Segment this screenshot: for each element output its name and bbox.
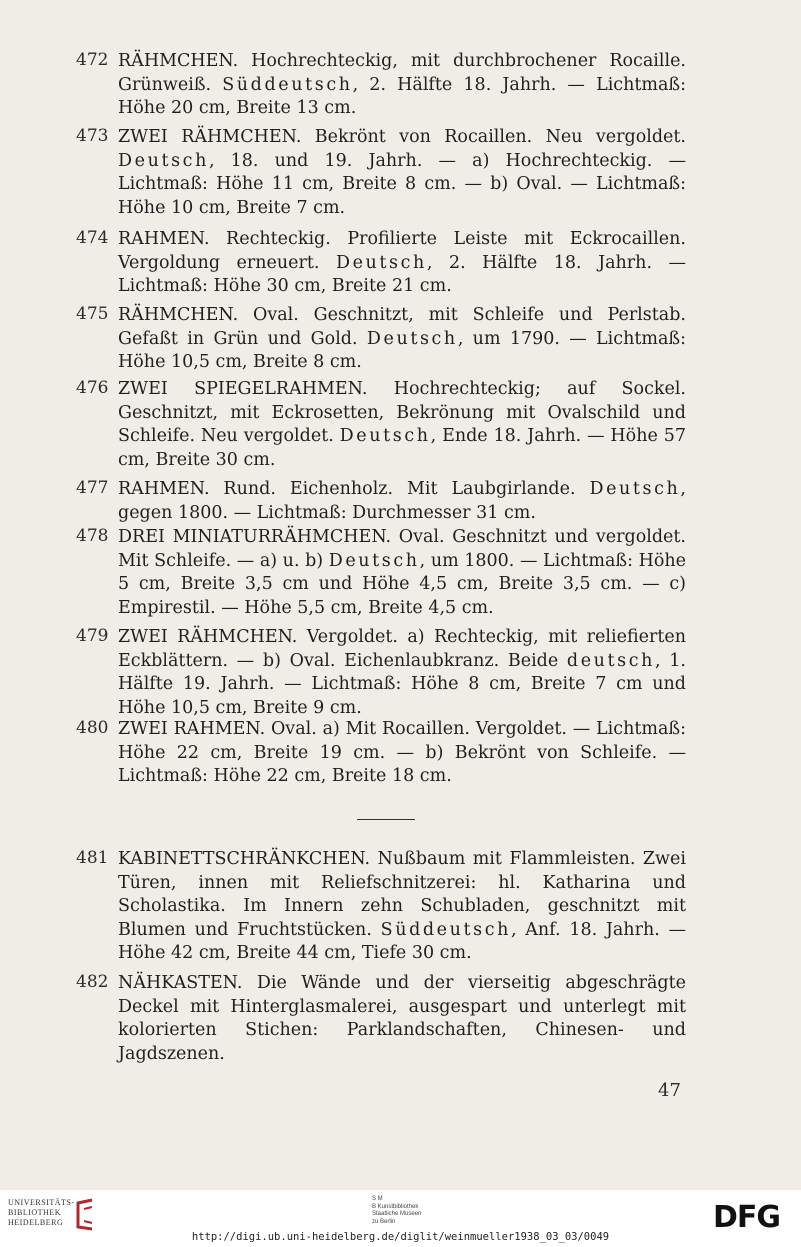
university-library-label [8,1198,75,1228]
lot-number: 476 [76,378,109,398]
origin-spaced: deutsch [566,650,656,671]
catalog-entry [76,228,686,299]
catalog-entry [76,972,686,1066]
catalog-entry [76,626,686,720]
lot-number: 481 [76,848,109,868]
description-text: DREI MINIATURRÄHMCHEN. Oval. Geschnitzt und vergoldet. Mit Schleife. — a) u. b) [118,527,686,571]
catalog-entry [76,718,686,789]
description-text: , Ende 18. Jahrh. — Höhe 57 cm, Breite 30 cm. [118,426,686,470]
lot-number: 472 [76,50,109,70]
origin-spaced: Deutsch [339,426,431,447]
university-line: HEIDELBERG [8,1218,64,1227]
stamp-line: Staatliche Museen [372,1211,422,1217]
catalog-entry [76,478,686,525]
catalog-entry [76,304,686,375]
description-text: , 2. Hälfte 18. Jahrh. — Lichtmaß: Höhe 30 cm, Breite 21 cm. [118,252,686,297]
lot-number: 480 [76,718,109,738]
origin-spaced: Deutsch [328,550,420,571]
lot-description [118,972,686,1066]
catalog-entry [76,50,686,121]
description-text: NÄHKASTEN. Die Wände und der vierseitig abgeschrägte Deckel mit Hinterglasmalerei, ausgespart und unterlegt mit kolorierten Stichen: Parklandschaften, Chinesen- und Jagdszenen. [118,973,686,1064]
lot-number: 477 [76,478,109,498]
description-text: RÄHMCHEN. Oval. Geschnitzt, mit Schleife und Perlstab. Gefaßt in Grün und Gold. [118,305,686,349]
lot-number: 478 [76,526,109,546]
stamp-line: zu Berlin [372,1218,396,1225]
stamp-line: S M [372,1196,383,1202]
catalog-entry [76,126,686,220]
description-text: , Anf. 18. Jahrh. — Höhe 42 cm, Breite 44 cm, Tiefe 30 cm. [118,919,686,964]
description-text: RAHMEN. Rechteckig. Profilierte Leiste mit Eckrocaillen. Vergoldung erneuert. [118,229,686,273]
catalog-entry [76,378,686,472]
origin-spaced: Deutsch [118,150,209,171]
lot-number: 475 [76,304,109,324]
lot-number: 473 [76,126,109,146]
lot-description [118,526,686,620]
lot-description [118,478,686,525]
lot-description [118,228,686,299]
description-text: ZWEI RAHMEN. Oval. a) Mit Rocaillen. Vergoldet. — Lichtmaß: Höhe 22 cm, Breite 19 cm. — b) Bekrönt von Schleife. — Lichtmaß: Höhe 22 cm, Breite 18 cm. [118,719,686,787]
lot-description [118,626,686,720]
lot-description [118,848,686,966]
description-text: , um 1790. — Lichtmaß: Höhe 10,5 cm, Breite 8 cm. [118,328,686,373]
lot-description [118,126,686,220]
description-text: ZWEI SPIEGELRAHMEN. Hochrechteckig; auf Sockel. Geschnitzt, mit Eckrosetten, Bekrönung mit Ovalschild und Schleife. Neu vergoldet. [118,379,686,447]
lot-number: 479 [76,626,109,646]
catalog-entry [76,526,686,620]
lot-description [118,50,686,121]
lot-description [118,718,686,789]
university-line: UNIVERSITÄTS- [8,1198,75,1207]
university-line: BIBLIOTHEK [8,1208,61,1217]
lot-number: 474 [76,228,109,248]
source-url-link[interactable]: http://digi.ub.uni-heidelberg.de/diglit/weinmueller1938_03_03/0049 [191,1231,610,1243]
description-text: ZWEI RÄHMCHEN. Vergoldet. a) Rechteckig, mit reliefierten Eckblättern. — b) Oval. Eichenlaubkranz. Beide [118,627,686,671]
page-number: 47 [658,1080,681,1101]
dfg-logo: DFG [713,1200,781,1235]
origin-spaced: Süddeutsch [380,919,511,940]
description-text: , um 1800. — Lichtmaß: Höhe 5 cm, Breite 3,5 cm und Höhe 4,5 cm, Breite 3,5 cm. — c) Empirestil. — Höhe 5,5 cm, Breite 4,5 cm. [118,550,686,618]
lot-description [118,378,686,472]
description-text: , gegen 1800. — Lichtmaß: Durchmesser 31 cm. [118,479,686,523]
origin-spaced: Deutsch [366,328,458,349]
origin-spaced: Deutsch [589,479,681,499]
university-logo-icon [72,1197,98,1231]
lot-number: 482 [76,972,109,992]
description-text: , 1. Hälfte 19. Jahrh. — Lichtmaß: Höhe 8 cm, Breite 7 cm und Höhe 10,5 cm, Breite 9 cm. [118,650,686,718]
description-text: RÄHMCHEN. Hochrechteckig, mit durchbrochener Rocaille. Grünweiß. [118,51,686,95]
museum-stamp [372,1196,421,1226]
stamp-line: B Kunstbibliothek [372,1203,419,1210]
catalog-entry [76,848,686,966]
origin-spaced: Süddeutsch [222,74,353,95]
description-text: , 18. und 19. Jahrh. — a) Hochrechteckig. — Lichtmaß: Höhe 11 cm, Breite 8 cm. — b) Oval. — Lichtmaß: Höhe 10 cm, Breite 7 cm. [118,150,686,218]
description-text: KABINETTSCHRÄNKCHEN. Nußbaum mit Flammleisten. Zwei Türen, innen mit Reliefschnitzerei: hl. Katharina und Scholastika. Im Innern zehn Schubladen, geschnitzt mit Blumen und Fruchtstücken. [118,849,686,940]
section-divider [357,819,415,820]
description-text: RAHMEN. Rund. Eichenholz. Mit Laubgirlande. [118,479,590,499]
origin-spaced: Deutsch [335,252,427,273]
description-text: ZWEI RÄHMCHEN. Bekrönt von Rocaillen. Neu vergoldet. [118,127,686,147]
description-text: , 2. Hälfte 18. Jahrh. — Lichtmaß: Höhe 20 cm, Breite 13 cm. [118,74,687,119]
lot-description [118,304,686,375]
